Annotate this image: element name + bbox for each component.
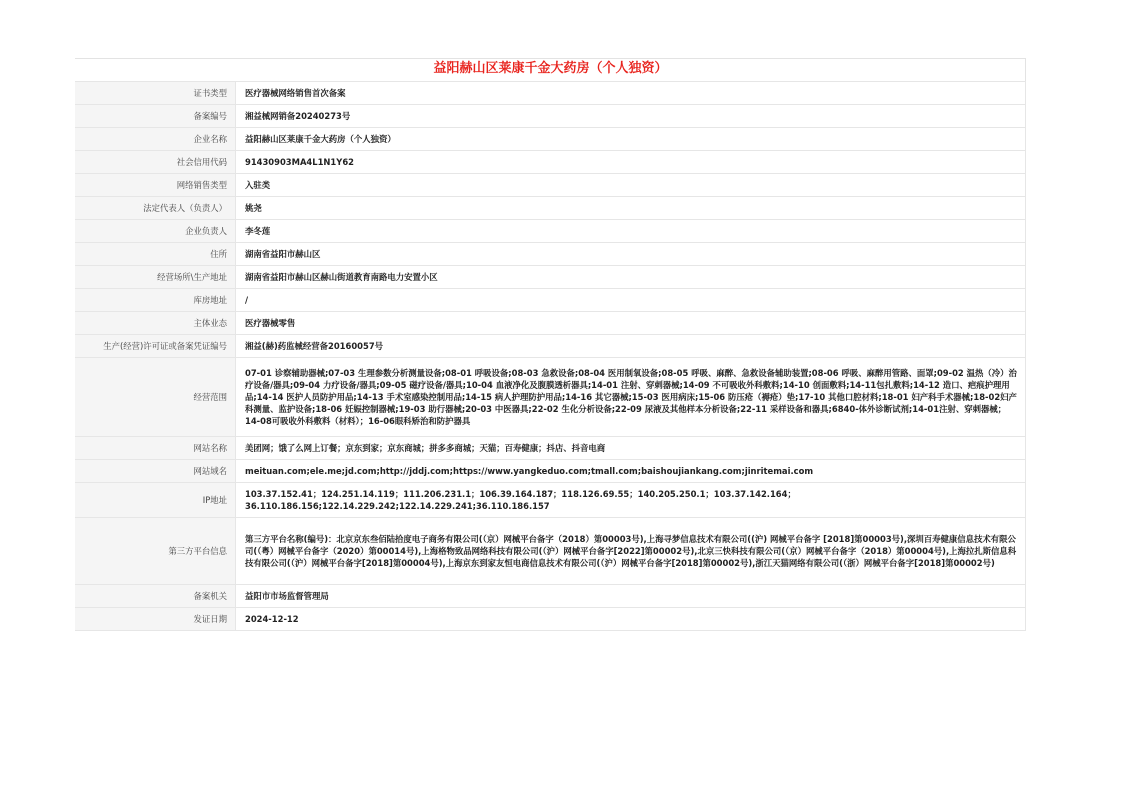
label-legal-representative: 法定代表人（负责人）	[75, 197, 236, 220]
row-certificate-type	[75, 82, 1026, 105]
label-filing-number: 备案编号	[75, 105, 236, 128]
row-website-domain	[75, 460, 1026, 483]
row-issue-date	[75, 608, 1026, 631]
value-credit-code: 91430903MA4L1N1Y62	[236, 151, 1026, 174]
row-website-name	[75, 437, 1026, 460]
value-filing-number: 湘益械网销备20240273号	[236, 105, 1026, 128]
value-legal-representative: 姚尧	[236, 197, 1026, 220]
label-filing-authority: 备案机关	[75, 585, 236, 608]
row-ip-address	[75, 483, 1026, 518]
label-third-party-platform: 第三方平台信息	[75, 518, 236, 585]
row-credit-code	[75, 151, 1026, 174]
value-license-number: 湘益(赫)药监械经营备20160057号	[236, 335, 1026, 358]
value-company-name: 益阳赫山区莱康千金大药房（个人独资）	[236, 128, 1026, 151]
label-company-name: 企业名称	[75, 128, 236, 151]
value-issue-date: 2024-12-12	[236, 608, 1026, 631]
value-website-name: 美团网；饿了么网上订餐；京东到家；京东商城；拼多多商城；天猫；百寿健康；抖店、抖音电商	[236, 437, 1026, 460]
label-ip-address: IP地址	[75, 483, 236, 518]
info-table	[75, 81, 1026, 631]
value-business-scope: 07-01 诊察辅助器械;07-03 生理参数分析测量设备;08-01 呼吸设备;08-03 急救设备;08-04 医用制氧设备;08-05 呼吸、麻醉、急救设备辅助装置;08-06 呼吸、麻醉用管路、面罩;09-02 温热（冷）治疗设备/器具;09-04 力疗设备/器具;09-05 磁疗设备/器具;10-04 血液净化及腹膜透析器具;14-01 注射、穿刺器械;14-09 不可吸收外科敷料;14-10 创面敷料;14-11包扎敷料;14-12 造口、疤痕护理用品;14-14 医护人员防护用品;14-13 手术室感染控制用品;14-15 病人护理防护用品;14-16 其它器械;15-03 医用病床;15-06 防压疮（褥疮）垫;17-10 其他口腔材料;18-01 妇产科手术器械;18-02妇产科测量、监护设备;18-06 妊娠控制器械;19-03 助行器械;20-03 中医器具;22-02 生化分析设备;22-09 尿液及其他样本分析设备;22-11 采样设备和器具;6840-体外诊断试剂;14-01注射、穿刺器械；14-08可吸收外科敷料（材料）；16-06眼科矫治和防护器具	[236, 358, 1026, 437]
value-business-format: 医疗器械零售	[236, 312, 1026, 335]
label-website-domain: 网站域名	[75, 460, 236, 483]
row-company-head	[75, 220, 1026, 243]
row-business-address	[75, 266, 1026, 289]
row-business-format	[75, 312, 1026, 335]
document-title: 益阳赫山区莱康千金大药房（个人独资）	[433, 61, 668, 76]
label-business-format: 主体业态	[75, 312, 236, 335]
row-legal-representative	[75, 197, 1026, 220]
label-issue-date: 发证日期	[75, 608, 236, 631]
row-company-name	[75, 128, 1026, 151]
row-third-party-platform	[75, 518, 1026, 585]
label-license-number: 生产(经营)许可证或备案凭证编号	[75, 335, 236, 358]
label-website-name: 网站名称	[75, 437, 236, 460]
row-sales-type	[75, 174, 1026, 197]
row-business-scope	[75, 358, 1026, 437]
label-business-scope: 经营范围	[75, 358, 236, 437]
value-third-party-platform: 第三方平台名称(编号)：北京京东叁佰陆拾度电子商务有限公司(（京）网械平台备字（2018）第00003号),上海寻梦信息技术有限公司((沪) 网械平台备字 [2018]第00003号),深圳百寿健康信息技术有限公司(（粤）网械平台备字（2020）第00014号),上海格物致品网络科技有限公司(（沪）网械平台备字[2022]第00002号),北京三快科技有限公司(（京）网械平台备字（2018）第00004号),上海拉扎斯信息科技有限公司(（沪）网械平台备字[2018]第00004号),上海京东到家友恒电商信息技术有限公司(（沪）网械平台备字[2018]第00002号),浙江天猫网络有限公司(（浙）网械平台备字[2018]第00002号)	[236, 518, 1026, 585]
label-warehouse-address: 库房地址	[75, 289, 236, 312]
certificate-sheet	[75, 58, 1026, 631]
title-row	[75, 58, 1026, 81]
value-residence: 湖南省益阳市赫山区	[236, 243, 1026, 266]
row-filing-number	[75, 105, 1026, 128]
value-sales-type: 入驻类	[236, 174, 1026, 197]
row-filing-authority	[75, 585, 1026, 608]
row-license-number	[75, 335, 1026, 358]
label-sales-type: 网络销售类型	[75, 174, 236, 197]
row-warehouse-address	[75, 289, 1026, 312]
value-filing-authority: 益阳市市场监督管理局	[236, 585, 1026, 608]
value-certificate-type: 医疗器械网络销售首次备案	[236, 82, 1026, 105]
label-business-address: 经营场所\生产地址	[75, 266, 236, 289]
value-business-address: 湖南省益阳市赫山区赫山街道教育南路电力安置小区	[236, 266, 1026, 289]
label-credit-code: 社会信用代码	[75, 151, 236, 174]
label-company-head: 企业负责人	[75, 220, 236, 243]
label-certificate-type: 证书类型	[75, 82, 236, 105]
title-rule	[1025, 59, 1026, 81]
value-ip-address: 103.37.152.41；124.251.14.119；111.206.231.1；106.39.164.187；118.126.69.55；140.205.250.1；103.37.142.164；36.110.186.156;122.14.229.242;122.14.229.241;36.110.186.157	[236, 483, 1026, 518]
row-residence	[75, 243, 1026, 266]
value-company-head: 李冬莲	[236, 220, 1026, 243]
value-warehouse-address: /	[236, 289, 1026, 312]
value-website-domain: meituan.com;ele.me;jd.com;http://jddj.com;https://www.yangkeduo.com;tmall.com;baishoujiankang.com;jinritemai.com	[236, 460, 1026, 483]
label-residence: 住所	[75, 243, 236, 266]
